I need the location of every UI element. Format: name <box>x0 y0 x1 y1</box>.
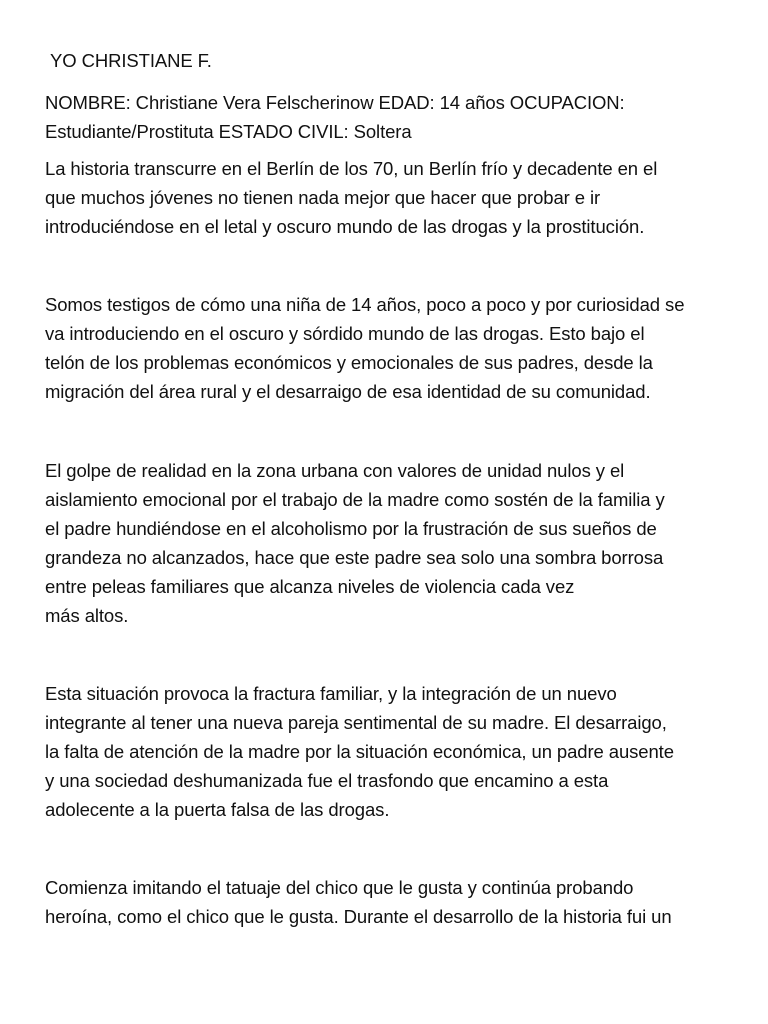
paragraph-line: la falta de atención de la madre por la situación económica, un padre ausente <box>45 741 674 762</box>
paragraph-line: El golpe de realidad en la zona urbana con valores de unidad nulos y el <box>45 460 625 481</box>
paragraph-line: heroína, como el chico que le gusta. Durante el desarrollo de la historia fui un <box>45 906 672 927</box>
paragraph-line: aislamiento emocional por el trabajo de la madre como sostén de la familia y <box>45 489 665 510</box>
paragraph-line: telón de los problemas económicos y emocionales de sus padres, desde la <box>45 352 653 373</box>
paragraph-line: introduciéndose en el letal y oscuro mundo de las drogas y la prostitución. <box>45 216 645 237</box>
paragraph-line: Esta situación provoca la fractura familiar, y la integración de un nuevo <box>45 683 617 704</box>
paragraph-line: el padre hundiéndose en el alcoholismo por la frustración de sus sueños de <box>45 518 657 539</box>
paragraph-line: integrante al tener una nueva pareja sentimental de su madre. El desarraigo, <box>45 712 667 733</box>
paragraph-line: más altos. <box>45 605 129 626</box>
info-line: NOMBRE: Christiane Vera Felscherinow EDAD: 14 años OCUPACION: <box>45 92 625 113</box>
paragraph-line: Comienza imitando el tatuaje del chico que le gusta y continúa probando <box>45 877 634 898</box>
info-line: Estudiante/Prostituta ESTADO CIVIL: Soltera <box>45 121 412 142</box>
paragraph-line: entre peleas familiares que alcanza niveles de violencia cada vez <box>45 576 575 597</box>
paragraph-line: adolecente a la puerta falsa de las drogas. <box>45 799 390 820</box>
paragraph-line: va introduciendo en el oscuro y sórdido mundo de las drogas. Esto bajo el <box>45 323 645 344</box>
paragraph-line: que muchos jóvenes no tienen nada mejor que hacer que probar e ir <box>45 187 601 208</box>
paragraph-line: migración del área rural y el desarraigo de esa identidad de su comunidad. <box>45 381 651 402</box>
document-title: YO CHRISTIANE F. <box>50 50 212 71</box>
paragraph-line: grandeza no alcanzados, hace que este padre sea solo una sombra borrosa <box>45 547 664 568</box>
paragraph-line: La historia transcurre en el Berlín de los 70, un Berlín frío y decadente en el <box>45 158 658 179</box>
paragraph-line: Somos testigos de cómo una niña de 14 años, poco a poco y por curiosidad se <box>45 294 685 315</box>
paragraph-line: y una sociedad deshumanizada fue el trasfondo que encamino a esta <box>45 770 609 791</box>
